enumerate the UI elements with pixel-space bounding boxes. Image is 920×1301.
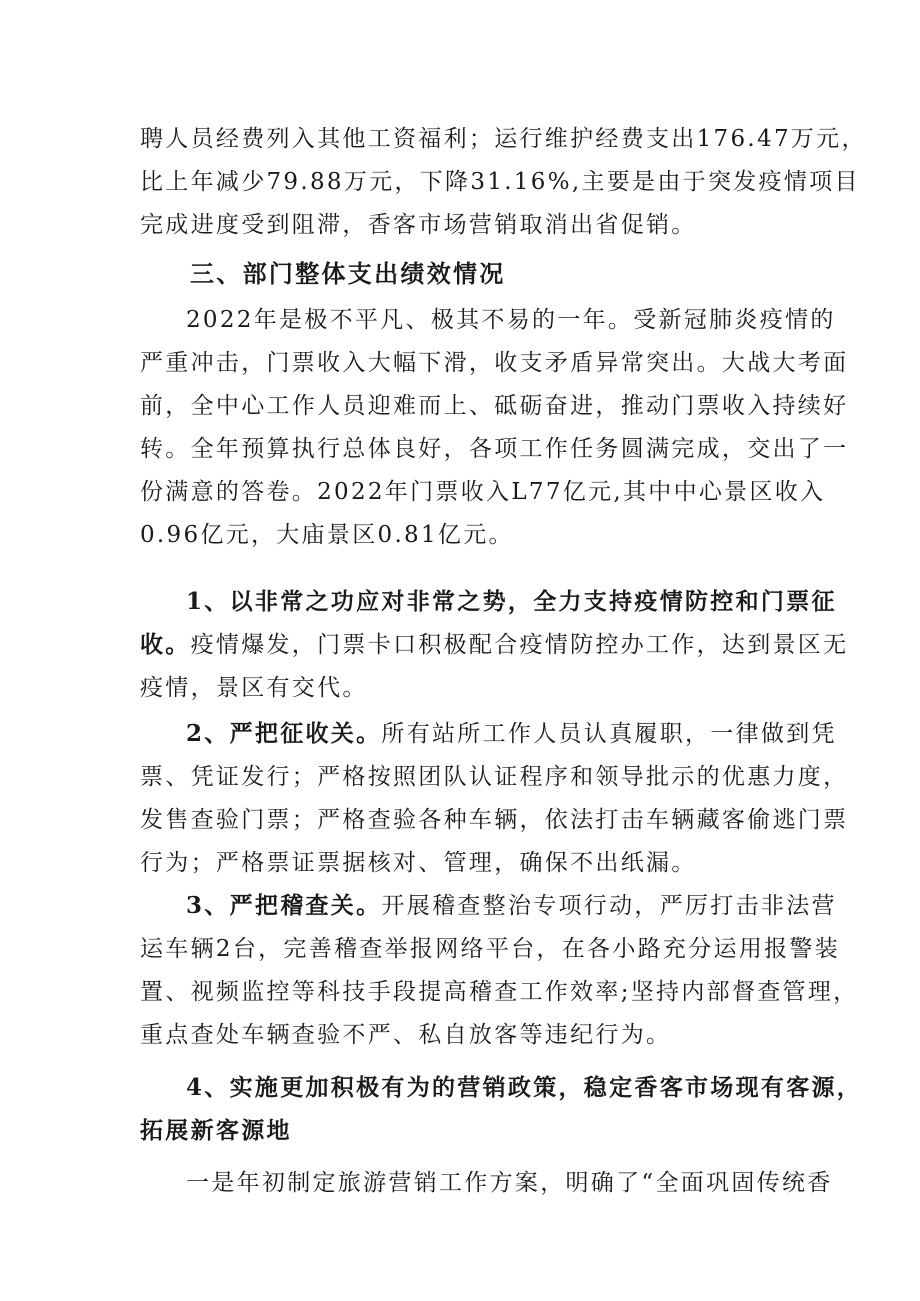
paragraph-line [140, 624, 849, 666]
item-text: 开展稽查整治专项行动，严厉打击非法营 [381, 893, 837, 919]
paragraph-line: 运车辆2台，完善稽查举报网络平台，在各小路充分运用报警装 [140, 936, 841, 962]
item-heading: 拓展新客源地 [140, 1117, 292, 1144]
paragraph-line: 重点查处车辆查验不严、私自放客等违纪行为。 [140, 1022, 672, 1048]
paragraph-line: 转。全年预算执行总体良好，各项工作任务圆满完成，交出了一 [140, 436, 849, 462]
item-heading: 4、实施更加积极有为的营销政策，稳定香客市场现有客源， [186, 1074, 863, 1101]
paragraph-line: 行为；严格票证票据核对、管理，确保不出纸漏。 [140, 850, 697, 876]
paragraph-line: 前，全中心工作人员迎难而上、砥砺奋进，推动门票收入持续好 [140, 393, 849, 419]
paragraph-line: 0.96亿元，大庙景区0.81亿元。 [140, 522, 514, 548]
item-text: 所有站所工作人员认真履职，一律做到凭 [381, 721, 837, 747]
paragraph-line: 置、视频监控等科技手段提高稽查工作效率;坚持内部督查管理， [140, 979, 859, 1005]
item-heading-tail: 收。 [140, 631, 191, 658]
paragraph-line: 一是年初制定旅游营销工作方案，明确了“全面巩固传统香 [186, 1170, 833, 1196]
section-heading: 三、部门整体支出绩效情况 [190, 259, 506, 288]
paragraph-line: 聘人员经费列入其他工资福利；运行维护经费支出176.47万元， [140, 126, 867, 152]
paragraph-line: 疫情，景区有交代。 [140, 675, 368, 701]
item-heading: 1、以非常之功应对非常之势，全力支持疫情防控和门票征 [186, 588, 837, 615]
paragraph-line: 严重冲击，门票收入大幅下滑，收支矛盾异常突出。大战大考面 [140, 350, 849, 376]
paragraph-line [140, 713, 837, 755]
paragraph-line: 份满意的答卷。2022年门票收入L77亿元,其中中心景区收入 [140, 479, 826, 505]
item-heading: 2、严把征收关。 [186, 720, 382, 747]
item-text: 疫情爆发，门票卡口积极配合疫情防控办工作，达到景区无 [190, 632, 849, 658]
paragraph-line: 票、凭证发行；严格按照团队认证程序和领导批示的优惠力度， [140, 764, 849, 790]
paragraph-line: 发售查验门票；严格查验各种车辆，依法打击车辆藏客偷逃门票 [140, 807, 849, 833]
item-heading: 3、严把稽查关。 [186, 892, 382, 919]
paragraph-line: 2022年是极不平凡、极其不易的一年。受新冠肺炎疫情的 [186, 307, 836, 333]
paragraph-line [140, 885, 837, 927]
paragraph-line: 完成进度受到阻滞，香客市场营销取消出省促销。 [140, 212, 697, 238]
paragraph-line: 比上年减少79.88万元，下降31.16%,主要是由于突发疫情项目 [140, 169, 860, 195]
